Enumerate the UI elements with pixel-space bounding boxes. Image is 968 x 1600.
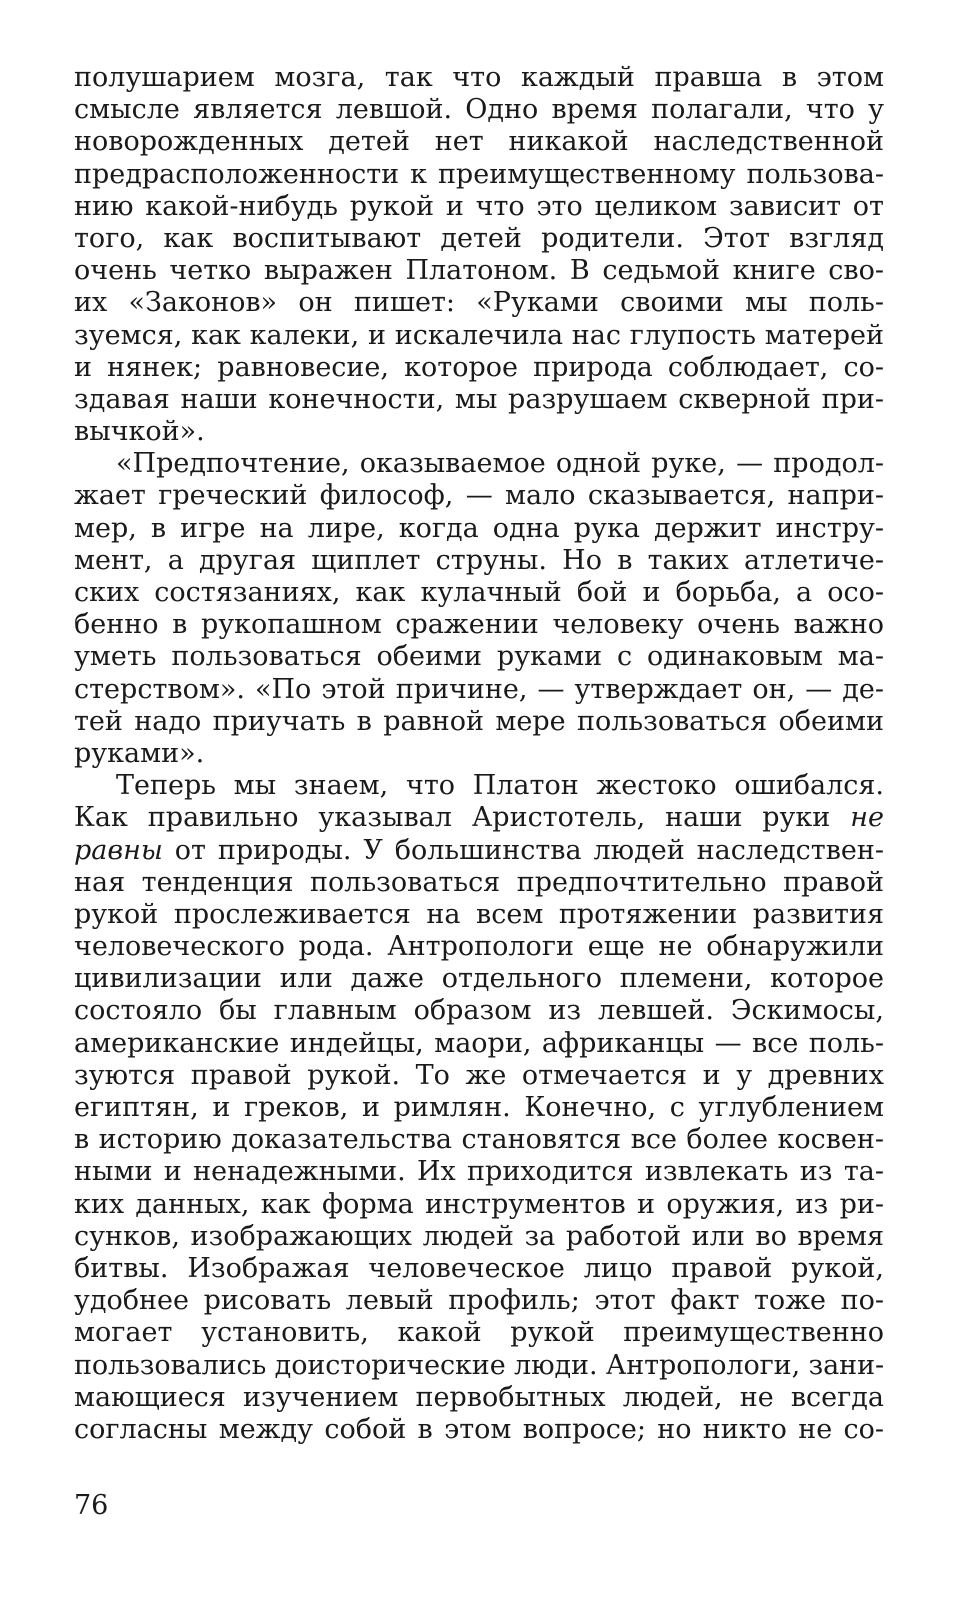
text-line: ких данных, как форма инструментов и оружия, из ри- (74, 1188, 884, 1220)
page-number: 76 (74, 1490, 109, 1521)
text-line: в историю доказательства становятся все более косвен- (74, 1124, 884, 1156)
text-line: пользовались доисторические люди. Антропологи, зани- (74, 1349, 884, 1381)
text-line: египтян, и греков, и римлян. Конечно, с углублением (74, 1092, 884, 1123)
text-line: могает установить, какой рукой преимущественно (74, 1317, 884, 1349)
text-line: ная тенденция пользоваться предпочтительно правой (74, 866, 884, 898)
text-line: новорожденных детей нет никакой наследственной (74, 126, 884, 158)
text-line: битвы. Изображая человеческое лицо правой рукой, (74, 1252, 884, 1284)
text-line: жает греческий философ, — мало сказывается, напри- (74, 480, 884, 512)
text-line: мер, в игре на лире, когда одна рука держит инстру- (74, 512, 884, 544)
text-line: удобнее рисовать левый профиль; этот факт тоже по- (74, 1285, 884, 1317)
text-line: мент, а другая щиплет струны. Но в таких атлетиче- (74, 544, 884, 576)
text-line: рукой прослеживается на всем протяжении развития (74, 898, 884, 930)
text-line: здавая наши конечности, мы разрушаем скверной при- (74, 383, 884, 415)
text-line: «Предпочтение, оказываемое одной руке, — продол- (116, 448, 884, 480)
text-line: состояло бы главным образом из левшей. Эскимосы, (74, 995, 884, 1027)
text-line: бенно в рукопашном сражении человеку очень важно (74, 609, 884, 641)
text-line: согласны между собой в этом вопросе; но никто не со- (74, 1413, 884, 1445)
text-line: руками». (74, 737, 205, 769)
text-line: очень четко выражен Платоном. В седьмой книге сво- (74, 255, 884, 287)
text-line: уметь пользоваться обеими руками с одинаковым ма- (74, 641, 884, 673)
text-line: цивилизации или даже отдельного племени, которое (74, 963, 884, 995)
text-line: смысле является левшой. Одно время полагали, что у (74, 94, 884, 126)
text-line: нию какой-нибудь рукой и что это целиком зависит от (74, 190, 884, 222)
text-line: ских состязаниях, как кулачный бой и борьба, а осо- (74, 577, 884, 608)
text-line: полушарием мозга, так что каждый правша в этом (74, 62, 884, 93)
text-line: сунков, изображающих людей за работой или во время (74, 1220, 884, 1252)
text-line: ными и ненадежными. Их приходится извлекать из та- (74, 1156, 884, 1188)
text-line: и нянек; равновесие, которое природа соблюдает, со- (74, 351, 884, 383)
body-text (74, 62, 884, 1446)
text-line: человеческого рода. Антропологи еще не обнаружили (74, 931, 884, 963)
text-line: Как правильно указывал Аристотель, наши руки не (74, 802, 884, 834)
text-line: их «Законов» он пишет: «Руками своими мы поль- (74, 287, 884, 319)
text-line: равны от природы. У большинства людей наследствен- (74, 834, 884, 866)
text-line: предрасположенности к преимущественному пользова- (74, 158, 884, 190)
text-line: зуемся, как калеки, и искалечила нас глупость матерей (74, 319, 884, 351)
text-line: стерством». «По этой причине, — утверждает он, — де- (74, 673, 884, 705)
text-line: Теперь мы знаем, что Платон жестоко ошибался. (116, 770, 884, 802)
text-line: мающиеся изучением первобытных людей, не всегда (74, 1381, 884, 1413)
text-line: того, как воспитывают детей родители. Этот взгляд (74, 222, 884, 254)
text-line: зуются правой рукой. То же отмечается и у древних (74, 1059, 884, 1091)
text-line: вычкой». (74, 416, 205, 448)
text-line: американские индейцы, маори, африканцы — все поль- (74, 1027, 884, 1059)
text-line: тей надо приучать в равной мере пользоваться обеими (74, 705, 884, 737)
